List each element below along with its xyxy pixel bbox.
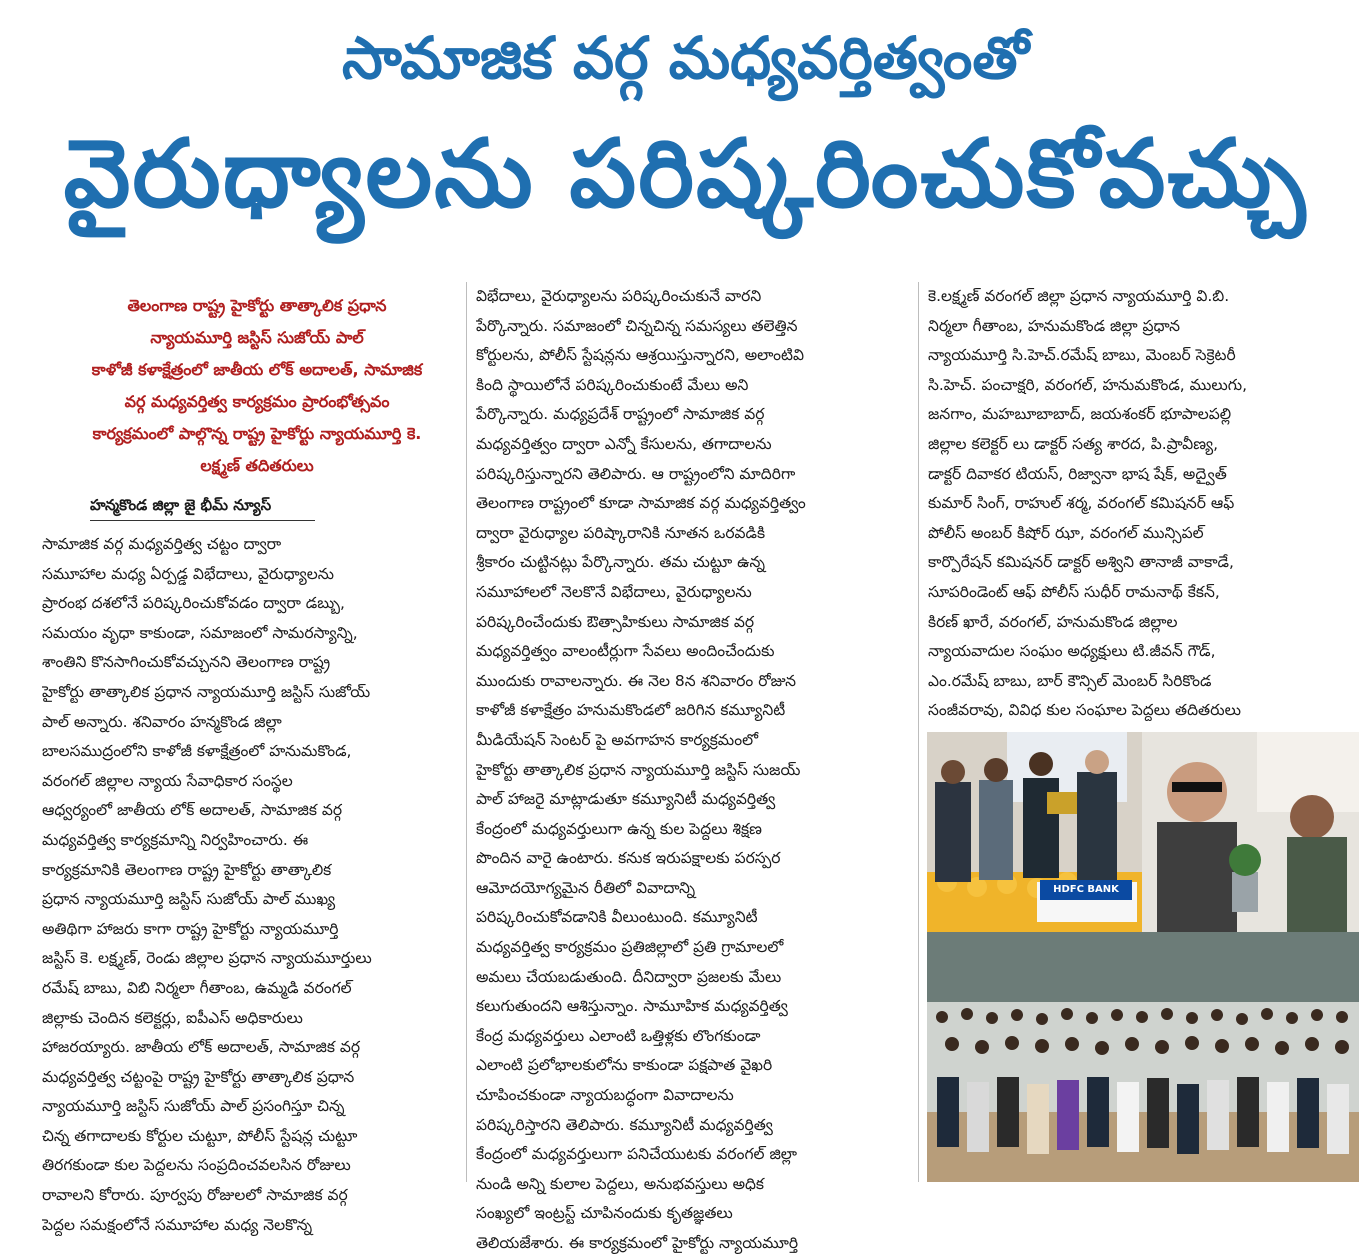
body-text-line: నిర్మలా గీతాంబ, హనుమకొండ జిల్లా ప్రధాన [928,316,1181,335]
body-text-line: తెలియజేశారు. ఈ కార్యక్రమంలో హైకోర్టు న్యాయమూర్తి [476,1234,799,1252]
body-text-line: పేర్కొన్నారు. సమాజంలో చిన్నచిన్న సమస్యలు తలెత్తిన [476,316,798,335]
body-text-line: మధ్యవర్తిత్వం వాలంటీర్లుగా సేవలు అందించేందుకు [476,642,775,661]
deck-line: లక్ష్మణ్ తదితరులు [200,456,314,475]
deck-line: న్యాయమూర్తి జస్టిస్ సుజోయ్ పాల్ [150,328,364,347]
body-text-line: ప్రధాన న్యాయమూర్తి జస్టిస్ సుజోయ్ పాల్ ముఖ్య [42,890,336,909]
body-text-line: నుండి అన్ని కులాల పెద్దలు, అనుభవస్తులు అధిక [476,1174,765,1193]
body-text-line: ముందుకు రావాలన్నారు. ఈ నెల 8న శనివారం రోజున [476,671,797,690]
body-text-line: మధ్యవర్తిత్వ చట్టంపై రాష్ట్ర హైకోర్టు తాత్కాలిక ప్రధాన [42,1067,355,1086]
body-text-line: కోర్టులను, పోలీస్ స్టేషన్లను ఆశ్రయిస్తున్నారని, అలాంటివి [476,346,805,365]
body-text-line: అమలు చేయబడుతుంది. దీనిద్వారా ప్రజలకు మేలు [476,967,782,986]
body-text-line: కేంద్ర మధ్యవర్తులు ఎలాంటి ఒత్తిళ్లకు లొంగకుండా [476,1026,761,1045]
body-text-line: తెలంగాణ రాష్ట్రంలో కూడా సామాజిక వర్గ మధ్యవర్తిత్వం [476,494,806,513]
body-text-line: పాల్ అన్నారు. శనివారం హన్మకొండ జిల్లా [42,712,282,731]
body-text-line: జిల్లాల కలెక్టర్ లు డాక్టర్ సత్య శారద, పి.ప్రావీణ్య, [928,434,1219,453]
body-text-line: జస్టిస్ కె. లక్ష్మణ్, రెండు జిల్లాల ప్రధాన న్యాయమూర్తులు [42,949,372,968]
column-divider [466,282,467,1182]
body-text-line: ఎలాంటి ప్రలోభాలకులోను కాకుండా పక్షపాత వైఖరి [476,1056,773,1075]
body-text-line: జనగాం, మహబూబాబాద్, జయశంకర్ భూపాలపల్లి [928,405,1232,424]
article-column-2 [476,282,906,1259]
body-text-line: సమూహాల మధ్య ఏర్పడ్డ విభేదాలు, వైరుధ్యాలను [42,564,334,583]
body-text-line: సమూహాలలో నెలకొనే విభేదాలు, వైరుధ్యాలను [476,582,752,601]
body-text-line: చూపించకుండా న్యాయబద్ధంగా వివాదాలను [476,1086,734,1105]
body-text-line: ఆమోదయోగ్యమైన రీతిలో వివాదాన్ని [476,878,696,897]
body-text-line: అతిథిగా హాజరు కాగా రాష్ట్ర హైకోర్టు న్యాయమూర్తి [42,919,339,938]
headline-line-1: సామాజిక వర్గ మధ్యవర్తిత్వంతో [342,24,1029,92]
body-text-line: మధ్యవర్తిత్వ కార్యక్రమం ప్రతిజిల్లాలో ప్రతి గ్రామాలలో [476,938,784,957]
body-text-line: ద్వారా వైరుధ్యాల పరిష్కారానికి నూతన ఒరవడికి [476,523,766,542]
deck-line: కాళోజీ కళాక్షేత్రంలో జాతీయ లోక్ అదాలత్, సామాజిక [91,360,423,379]
body-text-line: శాంతిని కొనసాగించుకోవచ్చునని తెలంగాణ రాష్ట్ర [42,653,331,672]
article-column-1 [42,530,452,1240]
body-text-line: ఎం.రమేష్ బాబు, బార్ కౌన్సిల్ మెంబర్ సిరికొండ [928,671,1212,690]
deck-line: వర్గ మధ్యవర్తిత్వ కార్యక్రమం ప్రారంభోత్సవం [124,392,390,411]
body-text-line: కలుగుతుందని ఆశిస్తున్నాం. సామూహిక మధ్యవర్తిత్వ [476,997,788,1016]
body-text-line: కిరణ్ ఖారే, వరంగల్, హనుమకొండ జిల్లాల [928,612,1178,631]
body-text-line: డాక్టర్ దివాకర టియస్, రిజ్వానా భాష షేక్, అద్వైత్ [928,464,1227,483]
body-text-line: సమయం వృధా కాకుండా, సమాజంలో సామరస్యాన్ని, [42,623,358,642]
body-text-line: రావాలని కోరారు. పూర్వపు రోజులలో సామాజిక వర్గ [42,1186,348,1205]
body-text-line: హైకోర్టు తాత్కాలిక ప్రధాన న్యాయమూర్తి జస్టిస్ సుజోయ్ [42,682,371,701]
body-text-line: పోలీస్ అంబర్ కిషోర్ ఝా, వరంగల్ మున్సిపల్ [928,523,1204,542]
body-text-line: సూపరిండెంట్ ఆఫ్ పోలీస్ సుధీర్ రామనాథ్ కేకన్, [928,582,1220,601]
body-text-line: సామాజిక వర్గ మధ్యవర్తిత్వ చట్టం ద్వారా [42,535,282,553]
body-text-line: పాల్ హాజరై మాట్లాడుతూ కమ్యూనిటీ మధ్యవర్తిత్వ [476,790,776,809]
deck-summary [52,290,462,482]
body-text-line: కార్యక్రమానికి తెలంగాణ రాష్ట్ర హైకోర్టు తాత్కాలిక [42,860,332,879]
body-text-line: పరిష్కరించేందుకు ఔత్సాహికులు సామాజిక వర్గ [476,612,755,631]
body-text-line: బాలసముద్రంలోని కాళోజీ కళాక్షేత్రంలో హనుమకొండ, [42,742,352,761]
body-text-line: పరిష్కరిస్తారని తెలిపారు. కమ్యూనిటీ మధ్యవర్తిత్వ [476,1115,773,1134]
body-text-line: కింది స్థాయిలోనే పరిష్కరించుకుంటే మేలు అని [476,375,749,394]
body-text-line: విభేదాలు, వైరుధ్యాలను పరిష్కరించుకునే వారని [476,287,762,305]
body-text-line: న్యాయమూర్తి జస్టిస్ సుజోయ్ పాల్ ప్రసంగిస్తూ చిన్న [42,1097,345,1116]
body-text-line: న్యాయవాదుల సంఘం అధ్యక్షులు టి.జీవన్ గౌడ్, [928,642,1216,661]
body-text-line: వరంగల్ జిల్లాల న్యాయ సేవాధికార సంస్థల [42,771,293,790]
body-text-line: చిన్న తగాదాలకు కోర్టుల చుట్టూ, పోలీస్ స్టేషన్ల చుట్టూ [42,1126,358,1145]
body-text-line: తిరగకుండా కుల పెద్దలను సంప్రదించవలసిన రోజులు [42,1156,351,1175]
body-text-line: పొందిన వారై ఉంటారు. కనుక ఇరుపక్షాలకు పరస్పర [476,849,781,868]
body-text-line: కుమార్ సింగ్, రాహుల్ శర్మ, వరంగల్ కమిషనర్ ఆఫ్ [928,494,1235,513]
body-text-line: జిల్లాకు చెందిన కలెక్టర్లు, ఐపీఎస్ అధికారులు [42,1008,303,1027]
deck-line: తెలంగాణ రాష్ట్ర హైకోర్టు తాత్కాలిక ప్రధాన [127,296,387,315]
event-photo-illustration [927,732,1359,1182]
body-text-line: కేంద్రంలో మధ్యవర్తులుగా పనిచేయుటకు వరంగల్ జిల్లా [476,1145,797,1164]
body-text-line: ఆధ్వర్యంలో జాతీయ లోక్ అదాలత్, సామాజిక వర్గ [42,801,343,820]
body-text-line: శ్రీకారం చుట్టినట్లు పేర్కొన్నారు. తమ చుట్టూ ఉన్న [476,553,765,572]
byline: హన్మకొండ జిల్లా జై భీమ్ న్యూస్ [90,492,315,521]
article-column-3 [928,282,1358,756]
body-text-line: సంఖ్యలో ఇంట్రస్ట్ చూపినందుకు కృతజ్ఞతలు [476,1204,733,1223]
deck-line: కార్యక్రమంలో పాల్గొన్న రాష్ట్ర హైకోర్టు న్యాయమూర్తి కె. [92,424,422,443]
body-text-line: పరిష్కరిస్తున్నారని తెలిపారు. ఆ రాష్ట్రంలోని మాదిరిగా [476,464,796,483]
body-text-line: మధ్యవర్తిత్వం ద్వారా ఎన్నో కేసులను, తగాదాలను [476,434,772,453]
body-text-line: ప్రారంభ దశలోనే పరిష్కరించుకోవడం ద్వారా డబ్బు, [42,594,345,613]
body-text-line: సంజీవరావు, వివిధ కుల సంఘాల పెద్దలు తదితరులు [928,701,1241,720]
body-text-line: మీడియేషన్ సెంటర్ పై అవగాహన కార్యక్రమంలో [476,730,759,749]
body-text-line: కేంద్రంలో మధ్యవర్తులుగా ఉన్న కుల పెద్దలు శిక్షణ [476,819,762,838]
body-text-line: కార్పొరేషన్ కమిషనర్ డాక్టర్ అశ్విని తానాజీ వాకాడే, [928,553,1234,572]
body-text-line: కాళోజీ కళాక్షేత్రం హనుమకొండలో జరిగిన కమ్యూనిటీ [476,701,786,720]
body-text-line: పేర్కొన్నారు. మధ్యప్రదేశ్ రాష్ట్రంలో సామాజిక వర్గ [476,405,765,424]
column-divider [918,282,919,1182]
body-text-line: సి.హెచ్. పంచాక్షరి, వరంగల్, హనుమకొండ, ములుగు, [928,375,1248,394]
body-text-line: హైకోర్టు తాత్కాలిక ప్రధాన న్యాయమూర్తి జస్టిస్ సుజయ్ [476,760,801,779]
body-text-line: కె.లక్ష్మణ్ వరంగల్ జిల్లా ప్రధాన న్యాయమూర్తి వి.బి. [928,287,1230,305]
bank-sign: HDFC BANK [1040,880,1132,900]
body-text-line: పరిష్కరించుకోవడానికి వీలుంటుంది. కమ్యూనిటీ [476,908,758,927]
body-text-line: న్యాయమూర్తి సి.హెచ్.రమేష్ బాబు, మెంబర్ సెక్రెటరీ [928,346,1236,365]
body-text-line: రమేష్ బాబు, విబి నిర్మలా గీతాంబ, ఉమ్మడి వరంగల్ [42,978,352,997]
body-text-line: పెద్దల సమక్షంలోనే సమూహాల మధ్య నెలకొన్న [42,1215,313,1234]
body-text-line: హాజరయ్యారు. జాతీయ లోక్ అదాలత్, సామాజిక వర్గ [42,1038,361,1057]
body-text-line: మధ్యవర్తిత్వ కార్యక్రమాన్ని నిర్వహించారు. ఈ [42,830,309,849]
headline-line-2: వైరుధ్యాలను పరిష్కరించుకోవచ్చు [63,120,1308,229]
event-photo [927,732,1359,1182]
